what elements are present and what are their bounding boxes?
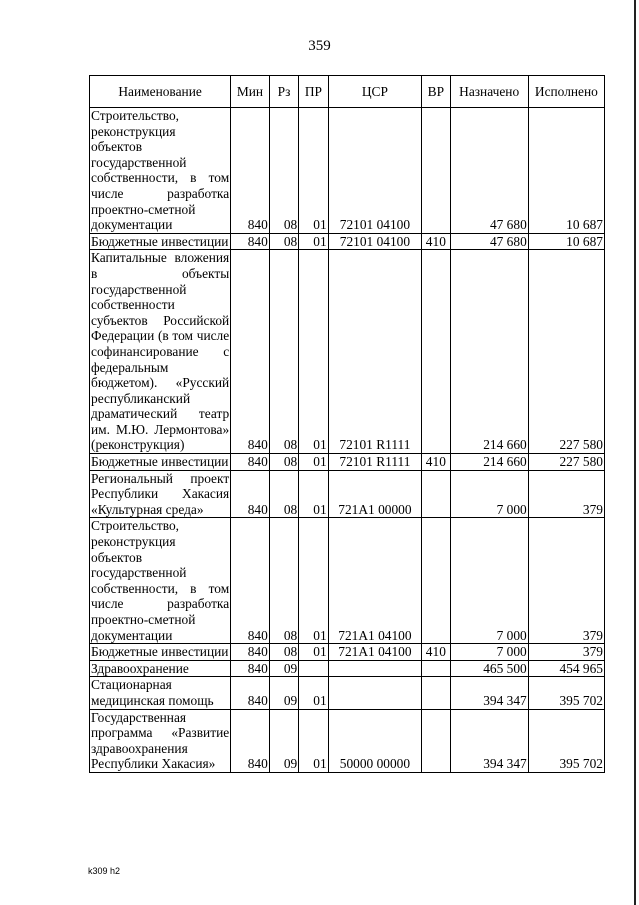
cell-csr: 721A1 04100 [328,518,421,644]
cell-rz: 08 [269,518,298,644]
header-pr: ПР [299,76,328,108]
header-vr: ВР [422,76,450,108]
cell-vr [422,677,450,709]
cell-pr: 01 [299,677,328,709]
cell-assigned: 214 660 [450,250,528,454]
cell-pr: 01 [299,470,328,518]
cell-min: 840 [231,518,270,644]
cell-name: Региональный проект Республики Хакасия «Культурная среда» [91,470,230,517]
cell-name: Стационарная медицинская помощь [90,677,231,709]
table-row [90,660,605,677]
cell-name: Государственная программа «Развитие здравоохранения Республики Хакасия» [91,709,230,772]
header-executed: Исполнено [528,76,604,108]
cell-assigned: 394 347 [450,709,528,772]
table-row [90,644,605,661]
cell-min: 840 [231,454,270,471]
cell-csr [328,660,421,677]
cell-vr [422,108,450,234]
cell-csr: 72101 04100 [328,233,421,250]
cell-name: Бюджетные инвестиции [90,644,231,661]
header-rz: Рз [269,76,298,108]
cell-assigned: 7 000 [450,518,528,644]
table-row [90,233,605,250]
cell-rz: 08 [269,250,298,454]
page-number: 359 [308,38,331,54]
cell-pr: 01 [299,250,328,454]
cell-executed: 379 [528,470,604,518]
cell-min: 840 [231,250,270,454]
cell-name: Капитальные вложения в объекты государственной собственности субъектов Российской Федерации (в том числе софинансирование с федеральным бюджетом). «Русский республиканский драматический театр им. М.Ю. Лермонтова» (реконструкция) [91,250,230,453]
cell-pr: 01 [299,709,328,772]
table-row [90,108,605,234]
cell-vr [422,250,450,454]
header-csr: ЦСР [328,76,421,108]
cell-min: 840 [231,644,270,661]
cell-rz: 08 [269,233,298,250]
cell-vr [422,470,450,518]
cell-executed: 454 965 [528,660,604,677]
table-row [90,677,605,709]
cell-name: Здравоохранение [90,660,231,677]
table-row [90,470,605,518]
cell-vr [422,660,450,677]
cell-assigned: 214 660 [450,454,528,471]
cell-min: 840 [231,709,270,772]
table-header-row [90,76,605,108]
cell-rz: 08 [269,470,298,518]
page-edge-line [634,0,636,905]
cell-vr [422,709,450,772]
cell-name: Строительство, реконструкция объектов государственной собственности, в том числе разработка проектно-сметной документации [91,518,230,643]
header-name: Наименование [90,76,231,108]
cell-executed: 395 702 [528,677,604,709]
cell-assigned: 465 500 [450,660,528,677]
cell-assigned: 47 680 [450,233,528,250]
table-body [90,108,605,773]
cell-pr: 01 [299,454,328,471]
cell-rz: 08 [269,108,298,234]
cell-min: 840 [231,108,270,234]
table-row [90,250,605,454]
cell-vr: 410 [422,233,450,250]
cell-csr: 72101 R1111 [328,454,421,471]
cell-name: Бюджетные инвестиции [90,454,231,471]
cell-pr: 01 [299,233,328,250]
cell-vr [422,518,450,644]
cell-assigned: 47 680 [450,108,528,234]
cell-executed: 227 580 [528,250,604,454]
cell-executed: 227 580 [528,454,604,471]
cell-csr: 721A1 04100 [328,644,421,661]
header-assigned: Назначено [450,76,528,108]
cell-csr: 72101 R1111 [328,250,421,454]
cell-assigned: 394 347 [450,677,528,709]
table-row [90,709,605,772]
cell-name: Строительство, реконструкция объектов государственной собственности, в том числе разработка проектно-сметной документации [91,108,230,233]
cell-executed: 379 [528,644,604,661]
cell-min: 840 [231,660,270,677]
header-min: Мин [231,76,270,108]
budget-table [89,75,605,773]
cell-name: Бюджетные инвестиции [90,233,231,250]
cell-rz: 08 [269,454,298,471]
cell-csr: 72101 04100 [328,108,421,234]
cell-executed: 395 702 [528,709,604,772]
cell-csr: 50000 00000 [328,709,421,772]
cell-rz: 09 [269,677,298,709]
cell-csr: 721A1 00000 [328,470,421,518]
table-row [90,518,605,644]
cell-min: 840 [231,677,270,709]
cell-min: 840 [231,470,270,518]
cell-rz: 08 [269,644,298,661]
cell-assigned: 7 000 [450,470,528,518]
footer-code: k309 h2 [88,866,121,876]
table-row [90,454,605,471]
cell-assigned: 7 000 [450,644,528,661]
cell-pr: 01 [299,518,328,644]
cell-pr: 01 [299,644,328,661]
cell-pr: 01 [299,108,328,234]
cell-executed: 379 [528,518,604,644]
cell-rz: 09 [269,709,298,772]
cell-pr [299,660,328,677]
cell-csr [328,677,421,709]
cell-rz: 09 [269,660,298,677]
cell-vr: 410 [422,644,450,661]
cell-vr: 410 [422,454,450,471]
cell-executed: 10 687 [528,233,604,250]
cell-executed: 10 687 [528,108,604,234]
cell-min: 840 [231,233,270,250]
